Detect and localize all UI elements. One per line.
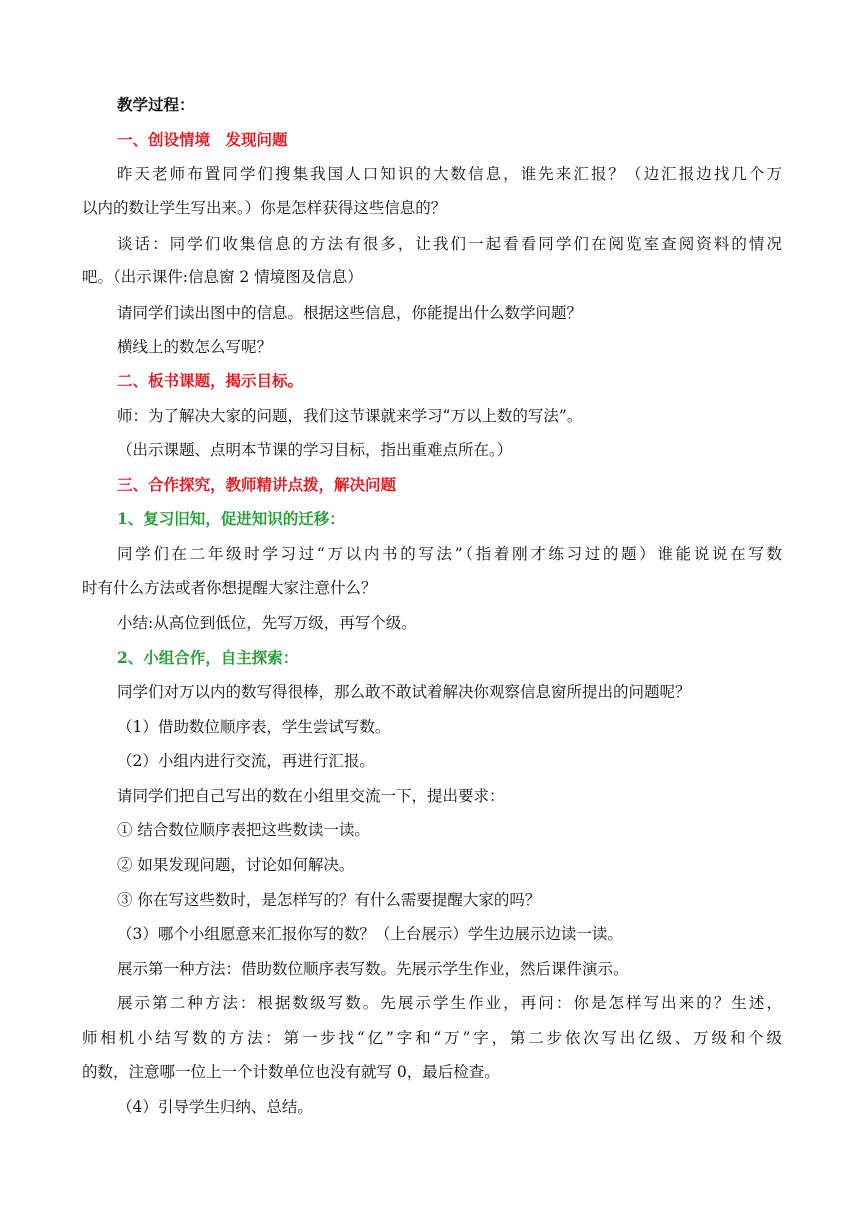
paragraph-7-line-2: 时有什么方法或者你想提醒大家注意什么？ <box>82 579 377 597</box>
section-title-2: 二、板书课题，揭示目标。 <box>117 371 304 390</box>
paragraph-16: （4）引导学生归纳、总结。 <box>117 1098 313 1116</box>
paragraph-11: （2）小组内进行交流，再进行汇报。 <box>117 752 375 770</box>
subsection-title-2: 2、小组合作，自主探索： <box>117 648 299 667</box>
paragraph-4: 横线上的数怎么写呢？ <box>117 338 273 356</box>
paragraph-15-line-1: 展示第二种方法：根据数级写数。先展示学生作业，再问：你是怎样写出来的？生述， <box>117 994 782 1012</box>
paragraph-5: 师：为了解决大家的问题，我们这节课就来学习“万以上数的写法”。 <box>117 407 583 425</box>
paragraph-1-line-2: 以内的数让学生写出来。）你是怎样获得这些信息的？ <box>82 199 447 217</box>
paragraph-3: 请同学们读出图中的信息。根据这些信息，你能提出什么数学问题？ <box>117 304 583 322</box>
paragraph-13: （3）哪个小组愿意来汇报你写的数？（上台展示）学生边展示边读一读。 <box>117 925 623 943</box>
list-item-2: ② 如果发现问题，讨论如何解决。 <box>117 856 355 874</box>
list-item-1: ① 结合数位顺序表把这些数读一读。 <box>117 821 370 839</box>
subsection-title-1: 1、复习旧知，促进知识的迁移： <box>117 509 345 528</box>
paragraph-9: 同学们对万以内的数写得很棒，那么敢不敢试着解决你观察信息窗所提出的问题呢？ <box>117 683 691 701</box>
heading-teaching-process: 教学过程： <box>117 95 195 114</box>
paragraph-7-line-1: 同学们在二年级时学习过“万以内书的写法”（指着刚才练习过的题）谁能说说在写数 <box>117 545 782 563</box>
paragraph-10: （1）借助数位顺序表，学生尝试写数。 <box>117 718 391 736</box>
paragraph-15-line-3: 的数，注意哪一位上一个计数单位也没有就写 0，最后检查。 <box>82 1063 500 1081</box>
paragraph-2-line-2: 吧。（出示课件:信息窗 2 情境图及信息） <box>82 268 363 286</box>
paragraph-14: 展示第一种方法：借助数位顺序表写数。先展示学生作业，然后课件演示。 <box>117 960 629 978</box>
paragraph-1-line-1: 昨天老师布置同学们搜集我国人口知识的大数信息，谁先来汇报？（边汇报边找几个万 <box>117 165 782 183</box>
paragraph-12: 请同学们把自己写出的数在小组里交流一下，提出要求： <box>117 787 505 805</box>
section-title-3: 三、合作探究，教师精讲点拨，解决问题 <box>117 475 397 494</box>
list-item-3: ③ 你在写这些数时，是怎样写的？有什么需要提醒大家的吗？ <box>117 891 541 909</box>
paragraph-8: 小结:从高位到低位，先写万级，再写个级。 <box>117 614 417 632</box>
paragraph-2-line-1: 谈话：同学们收集信息的方法有很多，让我们一起看看同学们在阅览室查阅资料的情况 <box>117 235 782 253</box>
section-title-1: 一、创设情境 发现问题 <box>117 130 288 149</box>
paragraph-6: （出示课题、点明本节课的学习目标，指出重难点所在。） <box>117 441 513 459</box>
paragraph-15-line-2: 师相机小结写数的方法：第一步找“亿”字和“万”字，第二步依次写出亿级、万级和个级 <box>82 1029 782 1047</box>
